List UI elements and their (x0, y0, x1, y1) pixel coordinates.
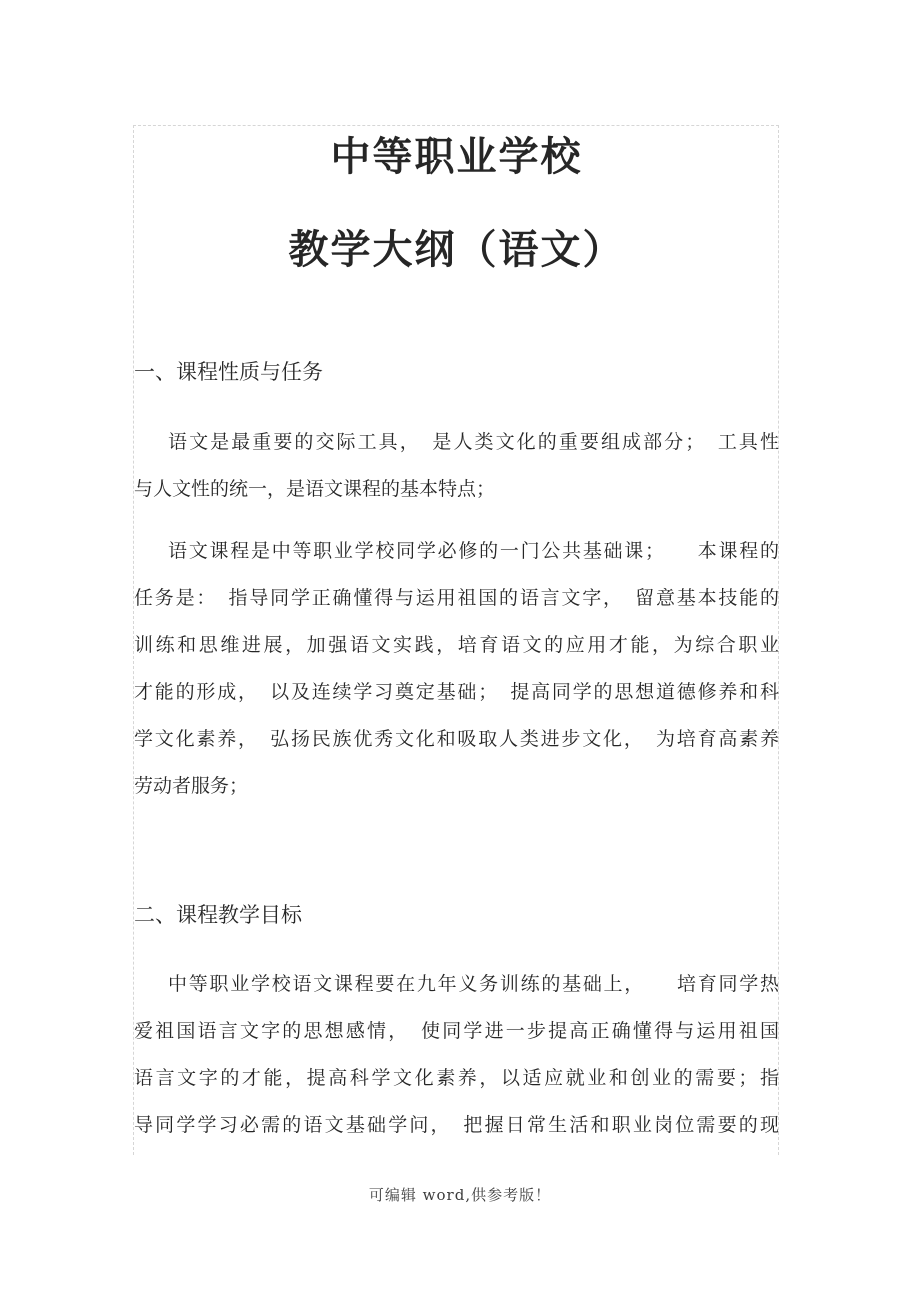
text-line: 才能的形成， 以及连续学习奠定基础； 提高同学的思想道德修养和科 (134, 681, 779, 703)
text-line: 任务是： 指导同学正确懂得与运用祖国的语言文字， 留意基本技能的 (134, 587, 779, 609)
footer-note: 可编辑 word,供参考版！ (368, 1186, 552, 1204)
text-line: 训练和思维进展，加强语文实践，培育语文的应用才能，为综合职业 (134, 634, 779, 656)
paragraph (134, 961, 779, 1149)
paragraph (134, 419, 779, 513)
document-content (134, 125, 779, 1149)
doc-title: 中等职业学校 (330, 133, 583, 180)
text-line: 与人文性的统一，是语文课程的基本特点； (134, 478, 496, 500)
doc-subtitle: 教学大纲（语文） (288, 226, 625, 273)
text-line: 劳动者服务； (134, 775, 249, 797)
section-2-heading: 二、课程教学目标 (134, 903, 302, 927)
text-line: 导同学学习必需的语文基础学问， 把握日常生活和职业岗位需要的现 (134, 1114, 779, 1136)
text-line: 学文化素养， 弘扬民族优秀文化和吸取人类进步文化， 为培育高素养 (134, 728, 779, 750)
text-line: 语言文字的才能，提高科学文化素养，以适应就业和创业的需要；指 (134, 1067, 779, 1089)
text-line: 爱祖国语言文字的思想感情， 使同学进一步提高正确懂得与运用祖国 (134, 1020, 779, 1042)
section-1-heading: 一、课程性质与任务 (134, 360, 323, 384)
text-line: 语文是最重要的交际工具， 是人类文化的重要组成部分； 工具性 (168, 431, 779, 453)
paragraph (134, 528, 779, 810)
text-line: 中等职业学校语文课程要在九年义务训练的基础上， 培育同学热 (168, 973, 779, 995)
text-line: 语文课程是中等职业学校同学必修的一门公共基础课； 本课程的 (168, 540, 779, 562)
